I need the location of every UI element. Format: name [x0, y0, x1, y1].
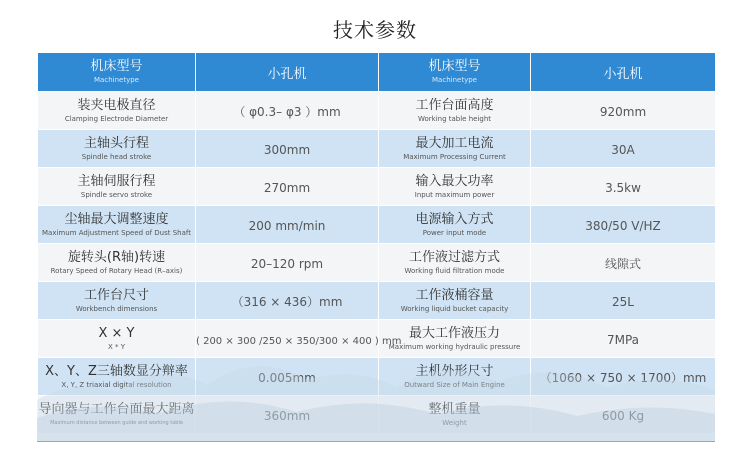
- table-row: [38, 396, 716, 434]
- spec-right-label-cn: 主机外形尺寸: [415, 363, 494, 379]
- spec-left-label-cn: 导向器与工作台面最大距离: [38, 401, 195, 417]
- header-left-value: [196, 53, 379, 92]
- spec-right-label: [379, 130, 531, 168]
- spec-left-label-en: Maximum distance between guide and working table: [50, 419, 183, 426]
- spec-right-label: [379, 206, 531, 244]
- spec-left-value: [196, 206, 379, 244]
- spec-right-label-en: Working table height: [417, 114, 492, 123]
- spec-left-value-text: 200 mm/min: [248, 219, 326, 233]
- spec-right-label: [379, 396, 531, 434]
- spec-left-label: [38, 358, 196, 396]
- header-right-value: [531, 53, 716, 92]
- spec-right-label-cn: 工作液过滤方式: [408, 249, 500, 265]
- spec-left-value-text: 360mm: [263, 409, 311, 423]
- header-right-value-text: 小孔机: [603, 66, 643, 82]
- spec-left-label-cn: 尘轴最大调整速度: [64, 211, 169, 227]
- spec-right-label-cn: 最大加工电流: [415, 135, 494, 151]
- spec-right-label-en: Outward Size of Main Engine: [404, 380, 505, 389]
- spec-right-value-text: 920mm: [599, 105, 647, 119]
- spec-right-label-en: Maximum working hydraulic pressure: [388, 342, 521, 351]
- spec-right-label-en: Power input mode: [422, 228, 487, 237]
- spec-left-value: [196, 168, 379, 206]
- header-right-label-en: Machinetype: [432, 76, 477, 84]
- spec-left-value-text: （316 × 436）mm: [231, 295, 343, 309]
- spec-right-label: [379, 358, 531, 396]
- spec-left-label-cn: X、Y、Z三轴数显分辩率: [45, 363, 188, 379]
- table-row: [38, 168, 716, 206]
- spec-left-label: [38, 282, 196, 320]
- spec-left-label-en: X * Y: [107, 342, 126, 351]
- spec-left-label-cn: 工作台尺寸: [83, 287, 149, 303]
- spec-right-label-en: Maximum Processing Current: [403, 152, 506, 161]
- spec-right-label: [379, 168, 531, 206]
- table-row: [38, 244, 716, 282]
- spec-left-label-en: Maximum Adjustment Speed of Dust Shaft: [42, 228, 191, 237]
- spec-right-value: [531, 168, 716, 206]
- spec-right-value-text: （1060 × 750 × 1700）mm: [539, 371, 707, 385]
- spec-right-value: [531, 282, 716, 320]
- spec-left-label: [38, 396, 196, 434]
- spec-right-label-en: Working fluid filtration mode: [404, 266, 505, 275]
- spec-right-label-cn: 最大工作液压力: [408, 325, 500, 341]
- spec-left-label-en: Spindle head stroke: [81, 152, 152, 161]
- spec-left-label-en: Workbench dimensions: [75, 304, 158, 313]
- spec-right-value: [531, 358, 716, 396]
- table-row: [38, 206, 716, 244]
- spec-left-label-cn: 旋转头(R轴)转速: [67, 249, 166, 265]
- header-right-label-cn: 机床型号: [428, 59, 481, 74]
- spec-right-label-en: Working liquid bucket capacity: [400, 304, 509, 313]
- spec-left-label-en: Spindle servo stroke: [80, 190, 153, 199]
- spec-right-label-en: Input maximum power: [414, 190, 495, 199]
- bottom-divider: [37, 441, 715, 442]
- spec-right-value-text: 线隙式: [604, 257, 641, 271]
- spec-left-label-cn: 主轴伺服行程: [77, 173, 156, 189]
- spec-right-value-text: 600 Kg: [601, 409, 645, 423]
- spec-left-value-text: （ φ0.3– φ3 ）mm: [233, 105, 341, 119]
- header-left-value-text: 小孔机: [267, 66, 307, 82]
- spec-right-value: [531, 244, 716, 282]
- spec-left-label-en: Rotary Speed of Rotary Head (R–axis): [50, 266, 183, 275]
- header-left-label-en: Machinetype: [94, 76, 139, 84]
- spec-left-label: [38, 206, 196, 244]
- table-header-row: [38, 53, 716, 92]
- spec-left-value: [196, 320, 402, 358]
- spec-left-label-cn: 主轴头行程: [83, 135, 149, 151]
- spec-table: [37, 52, 716, 434]
- spec-left-value: [196, 130, 379, 168]
- spec-right-value: [531, 396, 716, 434]
- spec-right-label-cn: 工作台面高度: [415, 97, 494, 113]
- spec-left-label-cn: X × Y: [98, 325, 135, 341]
- spec-right-label-en: Weight: [442, 418, 467, 427]
- spec-right-label-cn: 工作液桶容量: [415, 287, 494, 303]
- spec-right-value: [531, 320, 716, 358]
- spec-right-value-text: 3.5kw: [605, 181, 641, 195]
- spec-left-label: [38, 320, 196, 358]
- spec-right-value: [531, 92, 716, 130]
- page-title: 技术参数: [333, 18, 417, 42]
- spec-left-value-text: ( 200 × 300 /250 × 350/300 × 400 ) mm: [196, 336, 402, 347]
- spec-right-value-text: 380/50 V/HZ: [585, 219, 661, 233]
- table-row: [38, 92, 716, 130]
- spec-left-label: [38, 92, 196, 130]
- spec-left-label: [38, 130, 196, 168]
- spec-left-value: [196, 244, 379, 282]
- spec-right-label: [379, 282, 531, 320]
- spec-right-label-cn: 整机重量: [428, 401, 481, 417]
- spec-left-value: [196, 92, 379, 130]
- spec-left-value: [196, 282, 379, 320]
- spec-left-label-en: X, Y, Z triaxial digital resolution: [61, 380, 172, 389]
- spec-right-label-cn: 输入最大功率: [415, 173, 494, 189]
- table-row: [38, 358, 716, 396]
- spec-right-value-text: 25L: [612, 295, 634, 309]
- spec-left-value: [196, 396, 379, 434]
- table-row: [38, 320, 716, 358]
- spec-right-value-text: 30A: [611, 143, 635, 157]
- spec-right-label-cn: 电源输入方式: [415, 211, 494, 227]
- header-right-label: [379, 53, 531, 92]
- spec-left-value-text: 270mm: [263, 181, 311, 195]
- spec-left-label-en: Clamping Electrode Diameter: [64, 114, 169, 123]
- spec-left-value-text: 0.005mm: [258, 371, 316, 385]
- spec-left-value-text: 20–120 rpm: [250, 257, 324, 271]
- header-left-label-cn: 机床型号: [90, 59, 143, 74]
- spec-left-label: [38, 244, 196, 282]
- spec-right-value-text: 7MPa: [606, 333, 640, 347]
- spec-right-value: [531, 206, 716, 244]
- table-row: [38, 282, 716, 320]
- spec-left-label: [38, 168, 196, 206]
- header-left-label: [38, 53, 196, 92]
- spec-left-value-text: 300mm: [263, 143, 311, 157]
- spec-left-label-cn: 装夹电极直径: [77, 97, 156, 113]
- spec-right-label: [379, 244, 531, 282]
- spec-right-value: [531, 130, 716, 168]
- spec-left-value: [196, 358, 379, 396]
- spec-right-label: [379, 92, 531, 130]
- table-row: [38, 130, 716, 168]
